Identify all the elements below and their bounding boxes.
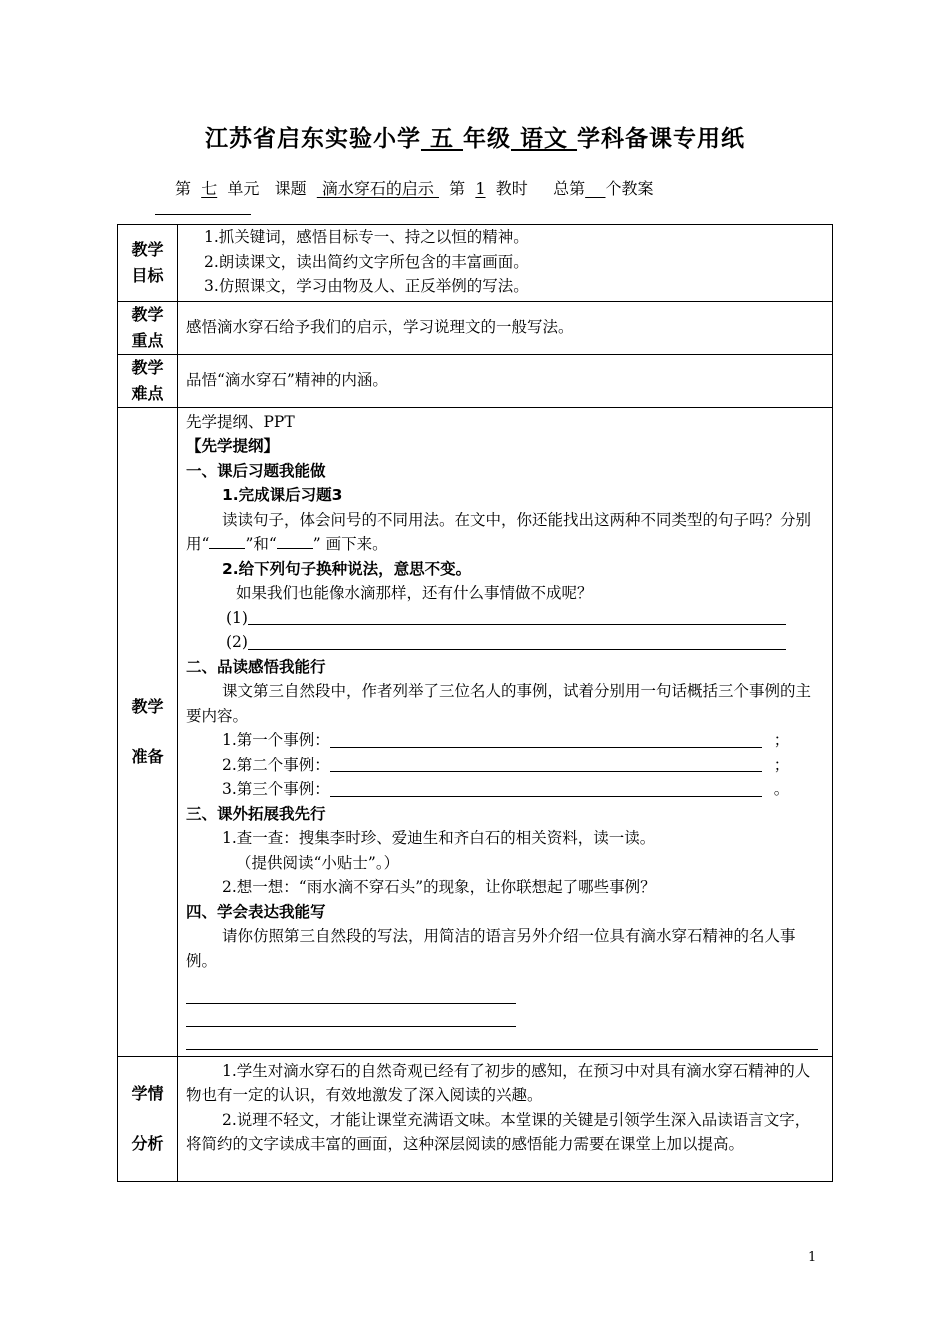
- goals-label: [118, 225, 178, 302]
- example-3-end: 。: [773, 780, 790, 798]
- prep-row: [118, 407, 833, 1056]
- s1-q1-text-a: 读读句子，体会问号的不同用法。在文中，你还能找出这两种不同类型的句子吗？分别用“: [186, 510, 812, 553]
- answer-line: [330, 729, 762, 748]
- example-1-end: ；: [773, 731, 790, 749]
- answer-line: [248, 631, 786, 650]
- analysis-label-line1: 学情: [131, 1083, 164, 1103]
- s1-q2-answer-2: [186, 630, 824, 655]
- goals-content: [178, 225, 833, 302]
- s1-q2-sentence: 如果我们也能像水滴那样，还有什么事情做不成呢？: [236, 584, 593, 602]
- s1-q2-title: 2.给下列句子换种说法，意思不变。: [222, 559, 472, 578]
- answer-2-label: (2): [226, 633, 248, 651]
- s2-text: 课文第三自然段中，作者列举了三位名人的事例，试着分别用一句话概括三个事例的主要内容。: [186, 682, 812, 725]
- unit-value: 七: [201, 179, 218, 198]
- header-rule: [155, 214, 251, 215]
- goal-item: 3.仿照课文，学习由物及人、正反举例的写法。: [204, 277, 529, 295]
- goal-item: 2.朗读课文，读出简约文字所包含的丰富画面。: [204, 252, 529, 271]
- answer-line: [330, 778, 762, 797]
- subject-value: 语文: [511, 126, 578, 152]
- answer-line: [248, 606, 786, 625]
- document-title: [0, 120, 950, 153]
- analysis-label: [118, 1056, 178, 1181]
- example-1: [186, 728, 824, 753]
- s4-text: 请你仿照第三自然段的写法，用简洁的语言另外介绍一位具有滴水穿石精神的名人事例。: [186, 927, 796, 970]
- answer-1-label: (1): [226, 608, 248, 627]
- section2-title: 二、品读感悟我能行: [186, 657, 326, 676]
- section3-title: 三、课外拓展我先行: [186, 804, 326, 823]
- s1-q2-answer-1: [186, 606, 824, 631]
- s3-item1-note: （提供阅读“小贴士”。）: [236, 853, 400, 872]
- prep-label-line2: 准备: [131, 746, 164, 766]
- analysis-label-line2: 分析: [131, 1133, 164, 1153]
- blank-line: [209, 534, 245, 549]
- unit-label: 第: [175, 179, 202, 198]
- writing-line: [186, 1027, 818, 1050]
- s3-item2: 2.想一想：“雨水滴不穿石头”的现象，让你联想起了哪些事例？: [222, 878, 656, 896]
- difficulty-label-line1: 教学: [131, 357, 164, 377]
- difficulty-label-line2: 难点: [131, 383, 164, 403]
- example-3-label: 3.第三个事例：: [222, 780, 330, 798]
- difficulty-content: 品悟“滴水穿石”精神的内涵。: [178, 354, 833, 407]
- period-value: 1: [475, 179, 486, 198]
- lesson-label: 单元 课题: [217, 179, 317, 198]
- writing-line: [186, 981, 516, 1004]
- goals-label-line1: 教学: [131, 239, 164, 259]
- page-number: 1: [808, 1250, 817, 1265]
- prep-label-line1: 教学: [131, 696, 164, 716]
- lesson-info-line: [175, 176, 654, 199]
- focus-content: 感悟滴水穿石给予我们的启示，学习说理文的一般写法。: [178, 301, 833, 354]
- lesson-value: 滴水穿石的启示: [316, 179, 439, 198]
- example-3: [186, 777, 824, 802]
- example-2: [186, 753, 824, 778]
- s1-q1-title: 1.完成课后习题3: [222, 486, 343, 504]
- title-suffix: 学科备课专用纸: [577, 126, 746, 152]
- title-prefix: 江苏省启东实验小学: [204, 126, 421, 152]
- focus-label-line2: 重点: [131, 330, 164, 350]
- total-label: 教时 总第: [485, 179, 586, 198]
- analysis-row: [118, 1056, 833, 1181]
- focus-label: [118, 301, 178, 354]
- goal-item: 1.抓关键词，感悟目标专一、持之以恒的精神。: [204, 228, 529, 246]
- goals-label-line2: 目标: [131, 265, 164, 285]
- writing-line: [186, 1004, 516, 1027]
- prep-label: [118, 407, 178, 1056]
- example-2-label: 2.第二个事例：: [222, 755, 330, 774]
- focus-row: [118, 301, 833, 354]
- prep-content: [178, 407, 833, 1056]
- grade-suffix: 年级: [463, 126, 511, 152]
- period-label: 第: [439, 179, 476, 198]
- grade-value: 五: [420, 126, 463, 152]
- analysis-p2: 2.说理不轻文，才能让课堂充满语文味。本堂课的关键是引领学生深入品读语言文字，将简约的文字读成丰富的画面，这种深层阅读的感悟能力需要在课堂上加以提高。: [186, 1110, 811, 1153]
- answer-line: [330, 753, 762, 772]
- section1-title: 一、课后习题我能做: [186, 461, 326, 480]
- s1-q1-text: [186, 508, 824, 557]
- blank-line: [277, 534, 313, 549]
- s3-item1: 1.查一查：搜集李时珍、爱迪生和齐白石的相关资料，读一读。: [222, 829, 656, 847]
- section4-title: 四、学会表达我能写: [186, 902, 326, 921]
- goals-row: [118, 225, 833, 302]
- total-value: [585, 179, 605, 198]
- lesson-plan-table: [117, 224, 833, 1182]
- s1-q1-text-c: ” 画下来。: [312, 535, 388, 553]
- analysis-content: [178, 1056, 833, 1181]
- example-2-end: ；: [773, 755, 790, 774]
- outline-title: 【先学提纲】: [186, 437, 280, 455]
- analysis-p1: 1.学生对滴水穿石的自然奇观已经有了初步的感知，在预习中对具有滴水穿石精神的人物也有一定的认识，有效地激发了深入阅读的兴趣。: [186, 1061, 811, 1104]
- difficulty-row: [118, 354, 833, 407]
- prep-materials: 先学提纲、PPT: [186, 412, 295, 431]
- s1-q1-text-b: ”和“: [245, 535, 277, 553]
- example-1-label: 1.第一个事例：: [222, 731, 330, 749]
- total-suffix: 个教案: [605, 179, 654, 198]
- difficulty-label: [118, 354, 178, 407]
- focus-label-line1: 教学: [131, 304, 164, 324]
